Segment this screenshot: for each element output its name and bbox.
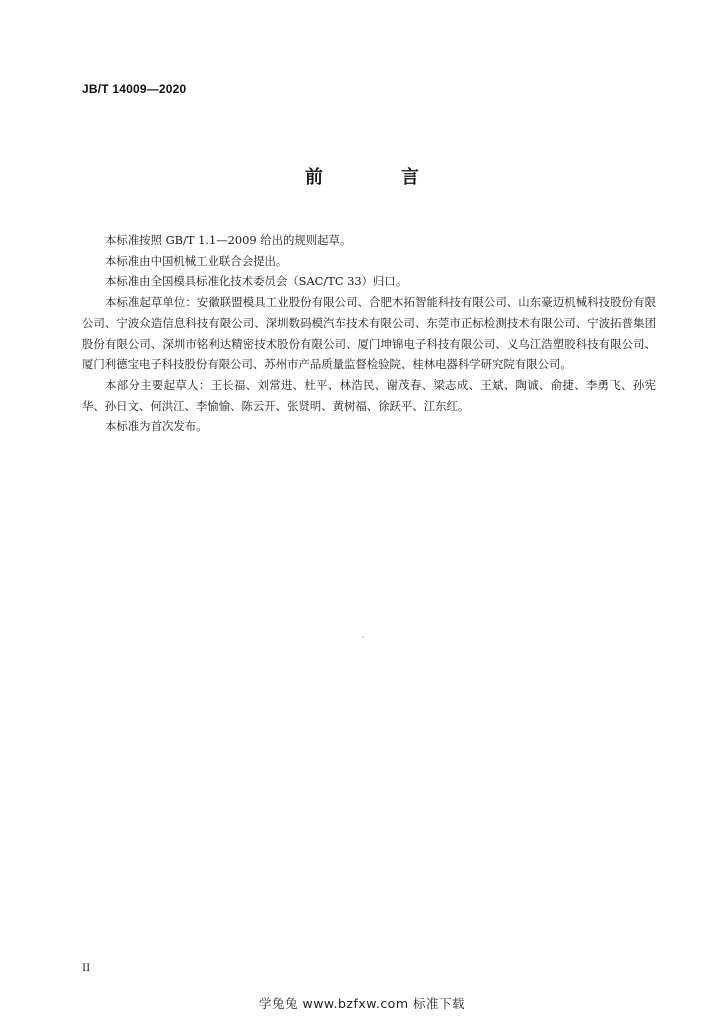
paragraph-proposer: 本标准由中国机械工业联合会提出。 bbox=[105, 253, 288, 268]
paragraph-first-release: 本标准为首次发布。 bbox=[105, 419, 208, 434]
foreword-body bbox=[82, 230, 656, 437]
paragraph-drafters: 本部分主要起草人：王长福、刘常进、杜平、林浩民、谢茂春、梁志成、王斌、陶诚、俞捷、李勇飞、孙宪华、孙日文、何洪江、李愉愉、陈云开、张贤明、黄树福、徐跃平、江东红。 bbox=[82, 377, 656, 413]
standard-code: JB/T 14009—2020 bbox=[82, 82, 187, 96]
footer-watermark: 学兔兔 www.bzfxw.com 标准下载 bbox=[259, 996, 465, 1011]
page-title: 前 言 bbox=[305, 167, 449, 188]
paragraph-drafting-units: 本标准起草单位：安徽联盟模具工业股份有限公司、合肥木拓智能科技有限公司、山东豪迈机械科技股份有限公司、宁波众造信息科技有限公司、深圳数码模汽车技术有限公司、东莞市正标检测技术有限公司、宁波拓普集团股份有限公司、深圳市铭利达精密技术股份有限公司、厦门坤锦电子科技有限公司、义乌江浩塑胶科技有限公司、厦门利德宝电子科技股份有限公司、苏州市产品质量监督检验院、桂林电器科学研究院有限公司。 bbox=[82, 295, 656, 372]
paragraph-drafting-rules: 本标准按照 GB/T 1.1—2009 给出的规则起草。 bbox=[105, 233, 352, 247]
paragraph-committee: 本标准由全国模具标准化技术委员会（SAC/TC 33）归口。 bbox=[105, 274, 408, 289]
page-number: II bbox=[82, 962, 91, 974]
scan-speck bbox=[362, 636, 364, 638]
